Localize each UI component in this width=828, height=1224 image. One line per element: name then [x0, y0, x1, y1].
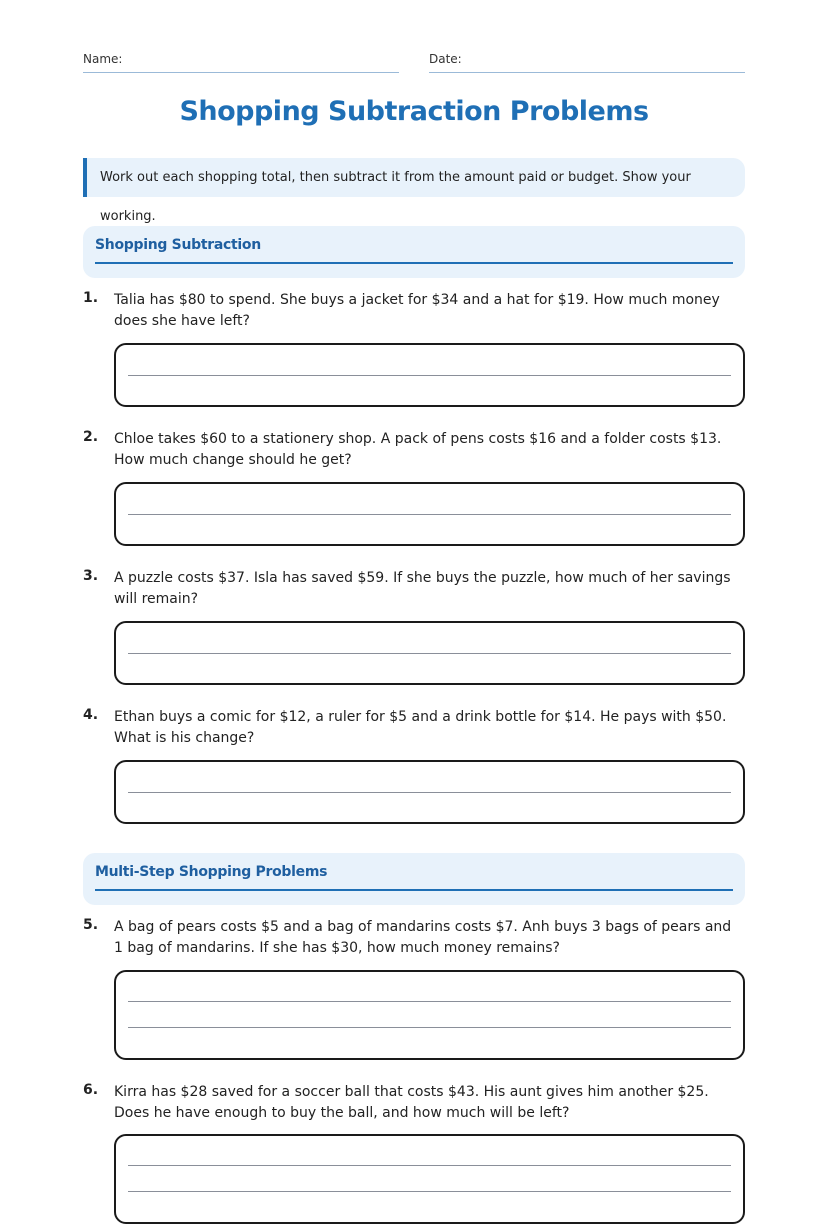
- answer-line: [128, 792, 731, 793]
- question-text: Talia has $80 to spend. She buys a jacket for $34 and a hat for $19. How much money does she have left?: [114, 292, 720, 329]
- question-text: Kirra has $28 saved for a soccer ball that costs $43. His aunt gives him another $25. Does he have enough to buy the ball, and how much will be left?: [114, 1084, 709, 1121]
- question-number: 2.: [83, 429, 99, 445]
- answer-line: [128, 1165, 731, 1166]
- date-line: [429, 72, 745, 73]
- name-field[interactable]: [83, 52, 399, 66]
- date-label: Date:: [429, 52, 462, 66]
- date-field[interactable]: [429, 52, 745, 66]
- instructions-box: Work out each shopping total, then subtract it from the amount paid or budget. Show your working.: [83, 158, 745, 197]
- answer-box[interactable]: [114, 343, 745, 407]
- answer-line: [128, 514, 731, 515]
- answer-box[interactable]: [114, 760, 745, 824]
- header-fields: [83, 52, 745, 74]
- question-text: Ethan buys a comic for $12, a ruler for $5 and a drink bottle for $14. He pays with $50. What is his change?: [114, 709, 727, 746]
- answer-box[interactable]: [114, 621, 745, 685]
- answer-line: [128, 1027, 731, 1028]
- name-line: [83, 72, 399, 73]
- question-number: 3.: [83, 568, 99, 584]
- answer-line: [128, 1001, 731, 1002]
- section-header-multi-step: [83, 853, 745, 905]
- question-number: 4.: [83, 707, 99, 723]
- answer-box[interactable]: [114, 482, 745, 546]
- name-label: Name:: [83, 52, 123, 66]
- question-text: Chloe takes $60 to a stationery shop. A pack of pens costs $16 and a folder costs $13. How much change should he get?: [114, 431, 722, 468]
- answer-line: [128, 653, 731, 654]
- section-rule: [95, 262, 733, 264]
- section-header-shopping-subtraction: [83, 226, 745, 278]
- section-rule: [95, 889, 733, 891]
- question-text: A puzzle costs $37. Isla has saved $59. If she buys the puzzle, how much of her savings will remain?: [114, 570, 731, 607]
- section-title: Multi-Step Shopping Problems: [95, 864, 328, 880]
- question-text: A bag of pears costs $5 and a bag of mandarins costs $7. Anh buys 3 bags of pears and 1 bag of mandarins. If she has $30, how much money remains?: [114, 919, 732, 956]
- question-number: 1.: [83, 290, 99, 306]
- question-number: 6.: [83, 1082, 99, 1098]
- answer-line: [128, 1191, 731, 1192]
- question-number: 5.: [83, 917, 99, 933]
- answer-line: [128, 375, 731, 376]
- section-title: Shopping Subtraction: [95, 237, 261, 253]
- answer-box[interactable]: [114, 970, 745, 1060]
- answer-box[interactable]: [114, 1134, 745, 1224]
- page-title: Shopping Subtraction Problems: [179, 96, 649, 127]
